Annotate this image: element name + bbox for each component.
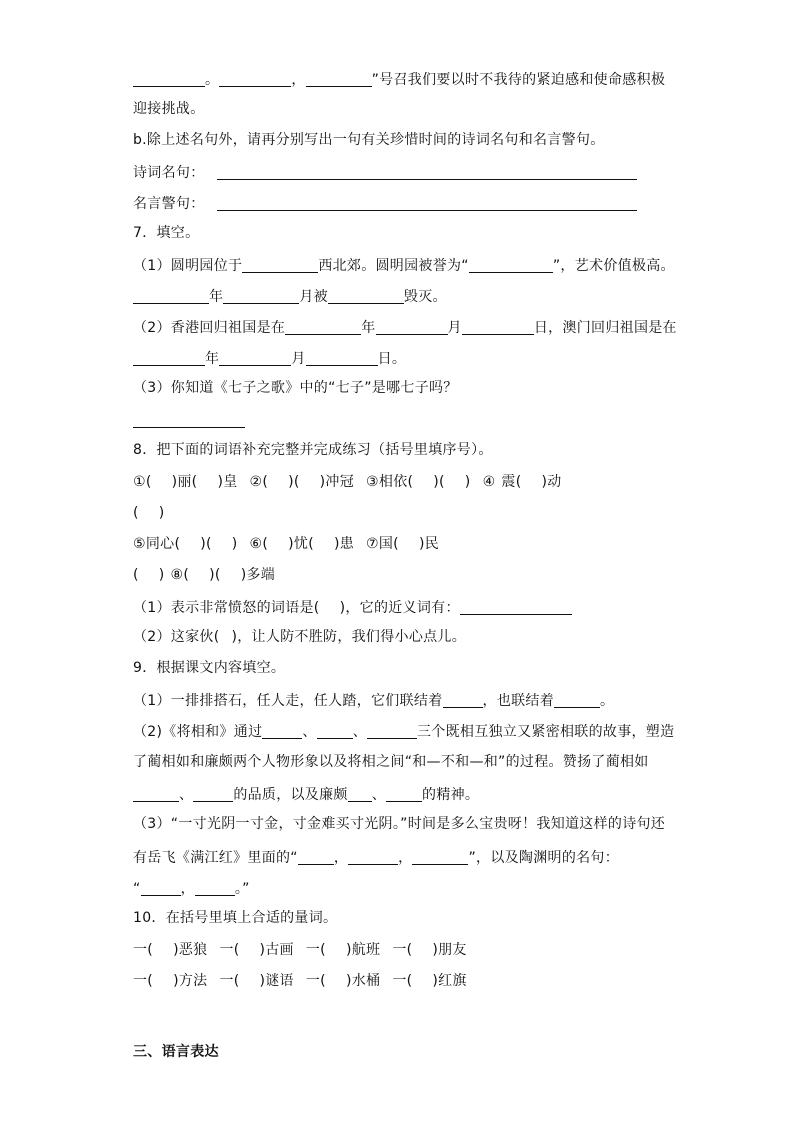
answer-blank[interactable] (469, 257, 553, 273)
answer-blank[interactable] (133, 786, 179, 802)
q8-row-1-cont: ( ) (133, 505, 165, 521)
answer-blank[interactable] (217, 195, 637, 211)
q10-row-2: 一( )方法 一( )谜语 一( )水桶 一( )红旗 (133, 973, 467, 989)
q7-item-1-cont: 年 月被 毁灭。 (133, 288, 447, 304)
answer-blank[interactable] (317, 723, 353, 739)
text-line: 迎接挑战。 (133, 101, 205, 117)
q8-row-1: ①( )丽( )皇 ②( )( )冲冠 ③相依( )( ) ④ 震( )动 (133, 474, 562, 490)
q9-item-3-end: “ ， 。” (133, 881, 250, 897)
q7-item-2: （2）香港回归祖国是在 年 月 日，澳门回归祖国是在 (133, 320, 677, 336)
question-8-title: 8．把下面的词语补充完整并完成练习（括号里填序号）。 (133, 442, 493, 458)
q7-item-2-cont: 年 月 日。 (133, 350, 406, 366)
q9-item-3-cont: 有岳飞《满江红》里面的“ ， ， ”，以及陶渊明的名句： (133, 850, 620, 866)
q7-item-1: （1）圆明园位于 西北郊。圆明园被誉为“ ”，艺术价值极高。 (133, 258, 675, 274)
answer-blank[interactable] (262, 723, 302, 739)
answer-blank[interactable] (386, 786, 422, 802)
answer-blank[interactable] (554, 692, 600, 708)
q10-row-1: 一( )恶狼 一( )古画 一( )航班 一( )朋友 (133, 942, 467, 958)
answer-blank[interactable] (133, 412, 245, 428)
motto-answer-line: 名言警句： (133, 195, 637, 211)
question-10-title: 10．在括号里填上合适的量词。 (133, 910, 338, 926)
q7-item-3-answer (133, 412, 245, 428)
q9-item-2-end: 、 的品质，以及廉颇 、 的精神。 (133, 786, 479, 802)
answer-blank[interactable] (219, 350, 291, 366)
answer-blank[interactable] (133, 350, 205, 366)
q8-item-2: （2）这家伙( )，让人防不胜防，我们得小心点儿。 (133, 629, 467, 645)
answer-blank[interactable] (328, 288, 404, 304)
answer-blank[interactable] (219, 71, 291, 87)
answer-blank[interactable] (348, 849, 398, 865)
answer-blank[interactable] (306, 71, 372, 87)
answer-blank[interactable] (242, 257, 318, 273)
answer-blank[interactable] (443, 692, 483, 708)
answer-blank[interactable] (141, 880, 181, 896)
answer-blank[interactable] (376, 319, 448, 335)
q7-item-3: （3）你知道《七子之歌》中的“七子”是哪七子吗？ (133, 380, 458, 396)
section-heading: 三、语言表达 (133, 1044, 219, 1060)
q9-item-2: （2)《将相和》通过 、 、 三个既相互独立又紧密相联的故事，塑造 (133, 724, 675, 740)
poem-answer-line: 诗词名句： (133, 164, 637, 180)
q8-item-1: （1）表示非常愤怒的词语是( )，它的近义词有： (133, 599, 572, 615)
answer-blank[interactable] (298, 849, 334, 865)
answer-blank[interactable] (217, 164, 637, 180)
answer-blank[interactable] (460, 599, 572, 615)
answer-blank[interactable] (367, 723, 417, 739)
answer-blank[interactable] (193, 786, 233, 802)
answer-blank[interactable] (306, 350, 378, 366)
q9-item-3: （3）“一寸光阴一寸金，寸金难买寸光阴。”时间是多么宝贵呀！我知道这样的诗句还 (133, 816, 666, 832)
q8-row-2: ⑤同心( )( ) ⑥( )忧( )患 ⑦国( )民 (133, 536, 440, 552)
question-9-title: 9．根据课文内容填空。 (133, 660, 286, 676)
answer-blank[interactable] (285, 319, 361, 335)
q9-item-1: （1）一排排搭石，任人走，任人踏，它们联结着 ，也联结着 。 (133, 693, 615, 709)
answer-blank[interactable] (462, 319, 534, 335)
answer-blank[interactable] (223, 288, 299, 304)
answer-blank[interactable] (133, 288, 209, 304)
answer-blank[interactable] (412, 849, 468, 865)
quote-blank-line: 。 ， ”号召我们要以时不我待的紧迫感和使命感积极 (133, 71, 665, 87)
q9-item-2-cont: 了蔺相如和廉颇两个人物形象以及将相之间“和—不和—和”的过程。赞扬了蔺相如 (133, 754, 649, 770)
answer-blank[interactable] (348, 786, 372, 802)
q8-row-2-cont: ( ) ⑧( )( )多端 (133, 567, 276, 583)
answer-blank[interactable] (133, 71, 205, 87)
answer-blank[interactable] (195, 880, 235, 896)
question-b: b.除上述名句外，请再分别写出一句有关珍惜时间的诗词名句和名言警句。 (133, 132, 605, 148)
question-7-title: 7．填空。 (133, 225, 200, 241)
